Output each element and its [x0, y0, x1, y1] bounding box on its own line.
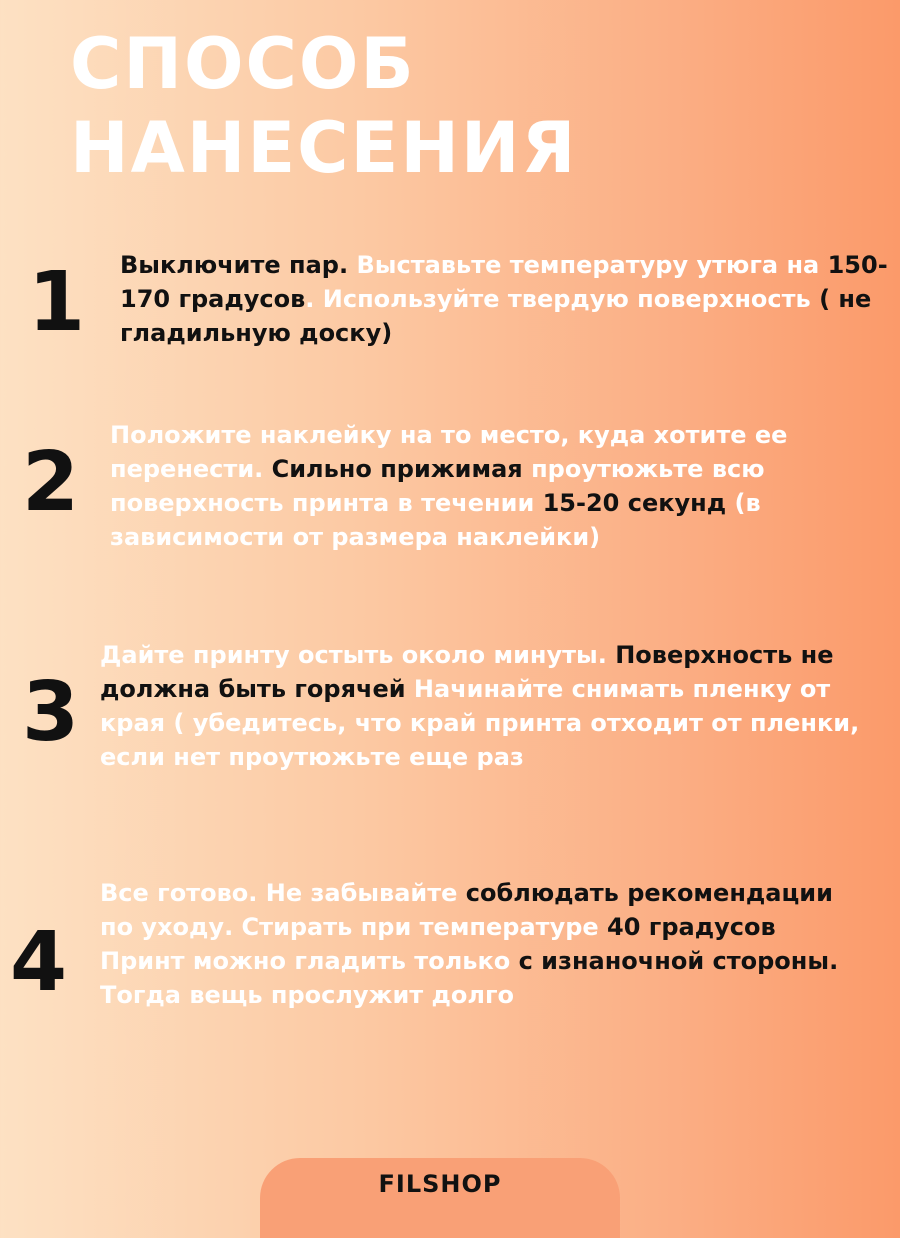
step-2-segment: проутюжьте всю поверхность принта в течении [110, 455, 765, 517]
step-4-segment: Принт можно гладить только [100, 947, 519, 975]
step-4-segment: с изнаночной стороны. [518, 947, 839, 975]
step-1-segment: Выставьте температуру утюга на [356, 251, 828, 279]
step-3-number: 3 [22, 665, 80, 760]
step-1-text [120, 248, 890, 350]
step-2-text [110, 418, 855, 554]
step-4-segment: по уходу. Стирать при температуре [100, 913, 608, 941]
step-1-segment: . Используйте твердую поверхность [305, 285, 820, 313]
brand-name: FILSHOP [378, 1170, 502, 1198]
step-3-segment: Поверхность не должна быть горячей [100, 641, 834, 703]
step-3-segment: Дайте принту остыть около минуты. [100, 641, 616, 669]
step-4-segment: Тогда вещь прослужит долго [100, 981, 514, 1009]
step-2-segment: (в зависимости от размера наклейки) [110, 489, 761, 551]
step-2-segment: 15-20 секунд [542, 489, 727, 517]
step-2-number: 2 [22, 435, 80, 530]
step-3-text [100, 638, 875, 774]
step-2-segment: Сильно прижимая [271, 455, 523, 483]
title-line-2: НАНЕСЕНИЯ [70, 107, 578, 189]
step-4-segment: Все готово. Не забывайте [100, 879, 466, 907]
footer-badge [260, 1158, 620, 1238]
title-line-1: СПОСОБ [70, 23, 416, 105]
page-title [70, 22, 577, 190]
step-2-segment: Положите наклейку на то место, куда хотите ее перенести. [110, 421, 788, 483]
step-3-segment: Начинайте снимать пленку от края ( убедитесь, что край принта отходит от пленки, если нет проутюжьте еще раз [100, 675, 860, 771]
step-4-text [100, 876, 850, 1012]
step-4-number: 4 [10, 915, 68, 1010]
step-4-segment: 40 градусов [607, 913, 776, 941]
step-4-segment: соблюдать рекомендации [465, 879, 833, 907]
step-1-number: 1 [28, 255, 86, 350]
step-1-segment: 150-170 градусов [120, 251, 888, 313]
step-1-segment: Выключите пар. [120, 251, 357, 279]
step-1-segment: ( не гладильную доску) [120, 285, 872, 347]
